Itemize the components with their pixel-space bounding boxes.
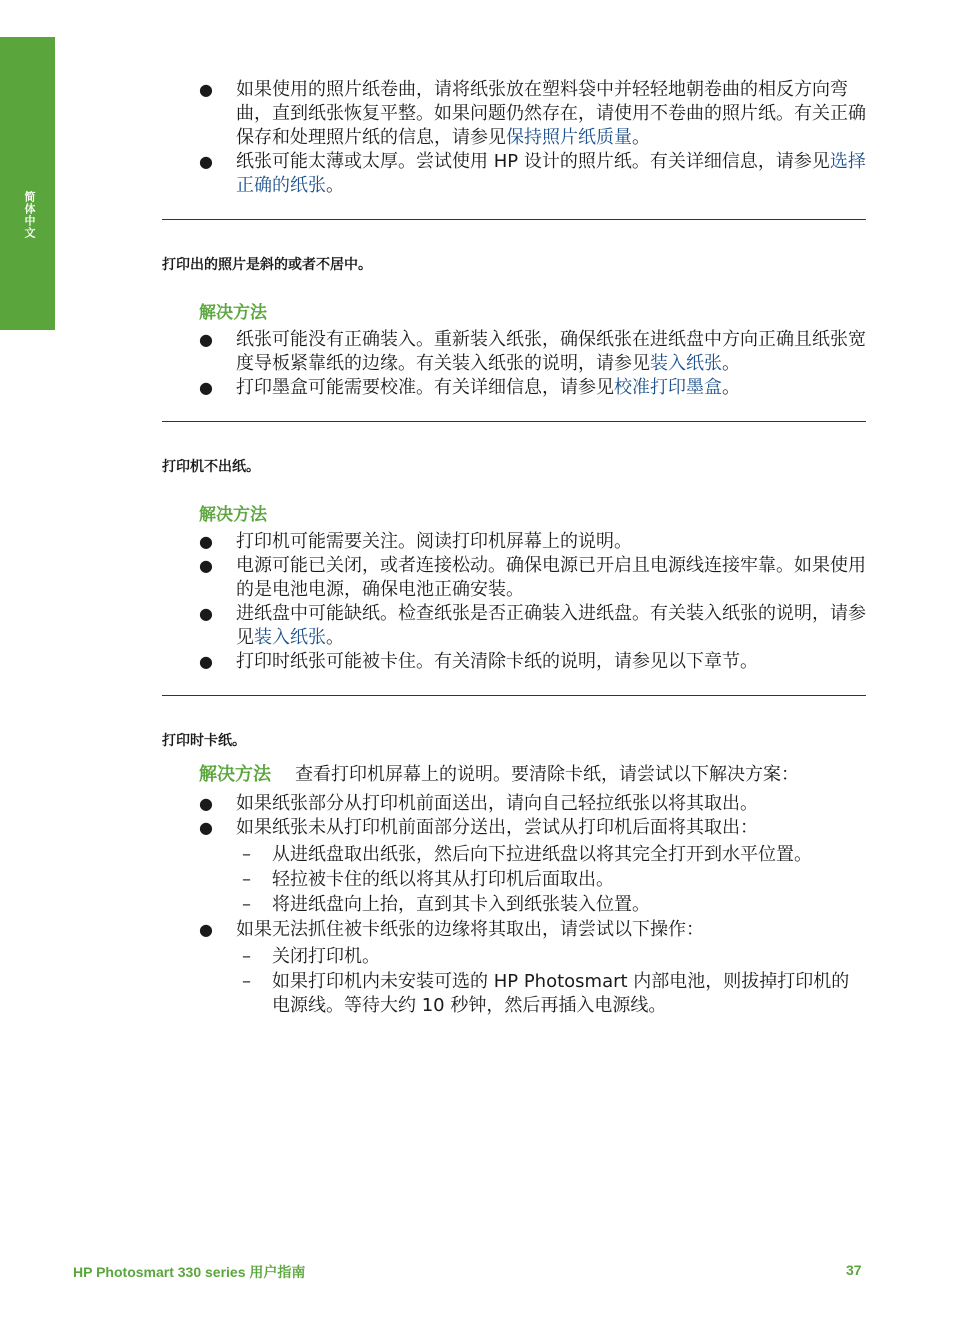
item-text: 如果无法抓住被卡纸张的边缘将其取出，请尝试以下操作： [236,919,704,940]
section2-heading: 打印出的照片是斜的或者不居中。 [162,257,372,273]
list-item [162,816,866,917]
sub-step-text: 如果打印机内未安装可选的 HP Photosmart 内部电池，则拔掉打印机的电源线。等待大约 10 秒钟，然后再插入电源线。 [272,971,850,1016]
item-text: 打印时纸张可能被卡住。有关清除卡纸的说明，请参见以下章节。 [236,651,758,672]
side-language-tab [0,37,55,330]
link-load-paper[interactable]: 装入纸张 [254,627,326,648]
bullet-icon: ● [199,80,213,99]
section4-solution-label: 解决方法 [199,764,271,785]
dash-icon: – [242,894,251,915]
item-text: 打印机可能需要关注。阅读打印机屏幕上的说明。 [236,531,632,552]
list-item [162,530,866,554]
bullet-icon: ● [199,652,213,671]
item-text-end: 。 [722,377,740,398]
bullet-icon: ● [199,604,213,623]
sub-step [236,893,866,917]
item-text: 如果使用的照片纸卷曲，请将纸张放在塑料袋中并轻轻地朝卷曲的相反方向弯曲，直到纸张恢复平整。如果问题仍然存在，请使用不卷曲的照片纸。有关正确保存和处理照片纸的信息，请参见 [236,79,866,148]
item-text: 电源可能已关闭，或者连接松动。确保电源已开启且电源线连接牢靠。如果使用的是电池电源，确保电池正确安装。 [236,555,866,600]
section4-list [162,792,866,1018]
list-item [162,78,866,150]
bullet-icon: ● [199,378,213,397]
list-item [162,918,866,1018]
bullet-icon: ● [199,920,213,939]
sub-step [236,843,866,867]
bullet-icon: ● [199,152,213,171]
section2-solution-label: 解决方法 [199,303,267,323]
divider [162,421,866,422]
section4-heading: 打印时卡纸。 [162,733,246,749]
sub-steps-list [236,945,866,1018]
divider [162,695,866,696]
sub-step-text: 轻拉被卡住的纸以将其从打印机后面取出。 [272,869,614,890]
page-number: 37 [846,1262,862,1278]
list-item [162,602,866,650]
list-item [162,150,866,198]
link-load-paper[interactable]: 装入纸张 [650,353,722,374]
dash-icon: – [242,971,251,992]
item-text: 打印墨盒可能需要校准。有关详细信息，请参见 [236,377,614,398]
section3-solution-label: 解决方法 [199,505,267,525]
section4-solution [199,763,866,787]
sub-step [236,970,866,1018]
list-item [162,554,866,602]
section1-list [162,78,866,198]
side-tab-label: 简体中文 [23,191,36,239]
bullet-icon: ● [199,556,213,575]
item-text-end: 。 [632,127,650,148]
list-item [162,376,866,400]
bullet-icon: ● [199,532,213,551]
section3-list [162,530,866,674]
sub-step-text: 从进纸盘取出纸张，然后向下拉进纸盘以将其完全打开到水平位置。 [272,844,812,865]
item-text: 如果纸张未从打印机前面部分送出，尝试从打印机后面将其取出： [236,817,758,838]
section4-solution-text: 查看打印机屏幕上的说明。要清除卡纸，请尝试以下解决方案： [295,764,799,785]
section2-list [162,328,866,400]
section3-heading: 打印机不出纸。 [162,459,260,475]
sub-step-text: 将进纸盘向上抬，直到其卡入到纸张装入位置。 [272,894,650,915]
dash-icon: – [242,946,251,967]
dash-icon: – [242,844,251,865]
sub-steps-list [236,843,866,917]
link-choose-right-paper[interactable]: 选择正确的纸张 [236,151,866,196]
dash-icon: – [242,869,251,890]
item-text-end: 。 [722,353,740,374]
divider [162,219,866,220]
link-align-cartridge[interactable]: 校准打印墨盒 [614,377,722,398]
list-item [162,650,866,674]
item-text: 纸张可能太薄或太厚。尝试使用 HP 设计的照片纸。有关详细信息，请参见 [236,151,830,172]
item-text: 进纸盘中可能缺纸。检查纸张是否正确装入进纸盘。有关装入纸张的说明，请参见 [236,603,866,648]
sub-step [236,945,866,969]
item-text-end: 。 [326,175,344,196]
item-text: 如果纸张部分从打印机前面送出，请向自己轻拉纸张以将其取出。 [236,793,758,814]
link-keep-photo-paper-quality[interactable]: 保持照片纸质量 [506,127,632,148]
bullet-icon: ● [199,330,213,349]
sub-step [236,868,866,892]
page-content [162,78,866,1019]
item-text: 纸张可能没有正确装入。重新装入纸张，确保纸张在进纸盘中方向正确且纸张宽度导板紧靠纸的边缘。有关装入纸张的说明，请参见 [236,329,866,374]
bullet-icon: ● [199,794,213,813]
bullet-icon: ● [199,818,213,837]
sub-step-text: 关闭打印机。 [272,946,380,967]
item-text-end: 。 [326,627,344,648]
list-item [162,792,866,816]
footer-title: HP Photosmart 330 series 用户指南 [73,1264,306,1280]
list-item [162,328,866,376]
